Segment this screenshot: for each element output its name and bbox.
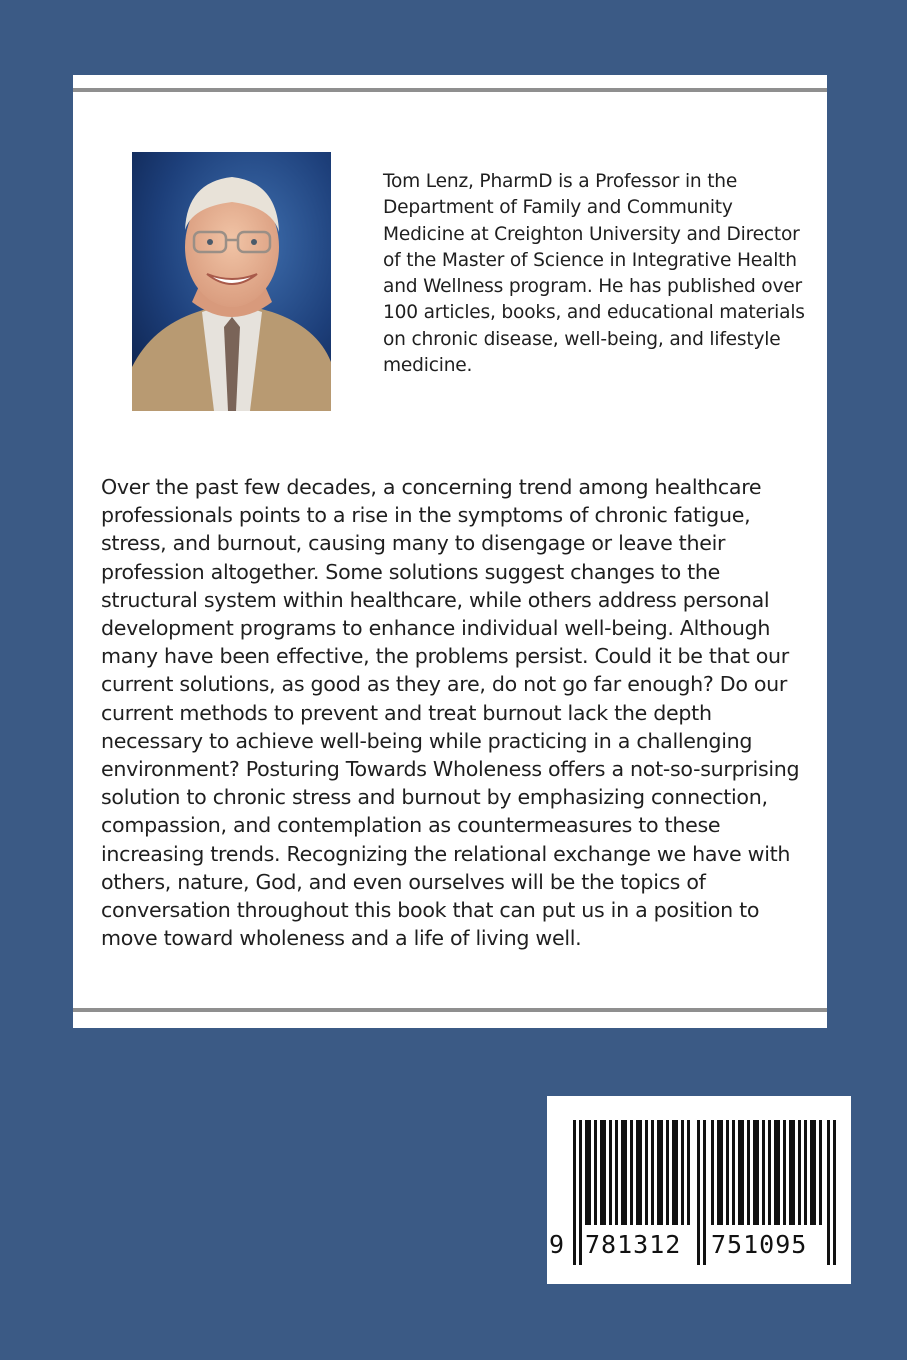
book-description: Over the past few decades, a concerning trend among healthcare professionals points to a rise in the symptoms of chronic fatigue, stress, and burnout, causing many to disengage or leave their profession altogether. Some solutions suggest changes to the structural system within healthcare, while others address personal development programs to enhance individual well-being. Although many have been effective, the problems persist. Could it be that our current solutions, as good as they are, do not go far enough? Do our current methods to prevent and treat burnout lack the depth necessary to achieve well-being while practicing in a challenging environment? Posturing Towards Wholeness offers a not-so-surprising solution to chronic stress and burnout by emphasizing connection, compassion, and contemplation as countermeasures to these increasing trends. Recognizing the relational exchange we have with others, nature, God, and even ourselves will be the topics of conversation throughout this book that can put us in a position to move toward wholeness and a life of living well. bbox=[101, 475, 800, 951]
isbn-lead-digit: 9 bbox=[549, 1230, 566, 1259]
author-photo bbox=[132, 152, 331, 411]
isbn-barcode bbox=[547, 1096, 851, 1284]
isbn-left-group: 781312 bbox=[585, 1230, 682, 1259]
top-divider bbox=[73, 88, 827, 92]
author-bio: Tom Lenz, PharmD is a Professor in the Department of Family and Community Medicine at Creighton University and Director of the Master of Science in Integrative Health and Wellness program. He has published over 100 articles, books, and educational materials on chronic disease, well-being, and lifestyle medicine. bbox=[383, 171, 805, 377]
isbn-right-group: 751095 bbox=[711, 1230, 808, 1259]
bottom-divider bbox=[73, 1008, 827, 1012]
back-cover-panel bbox=[73, 75, 827, 1028]
